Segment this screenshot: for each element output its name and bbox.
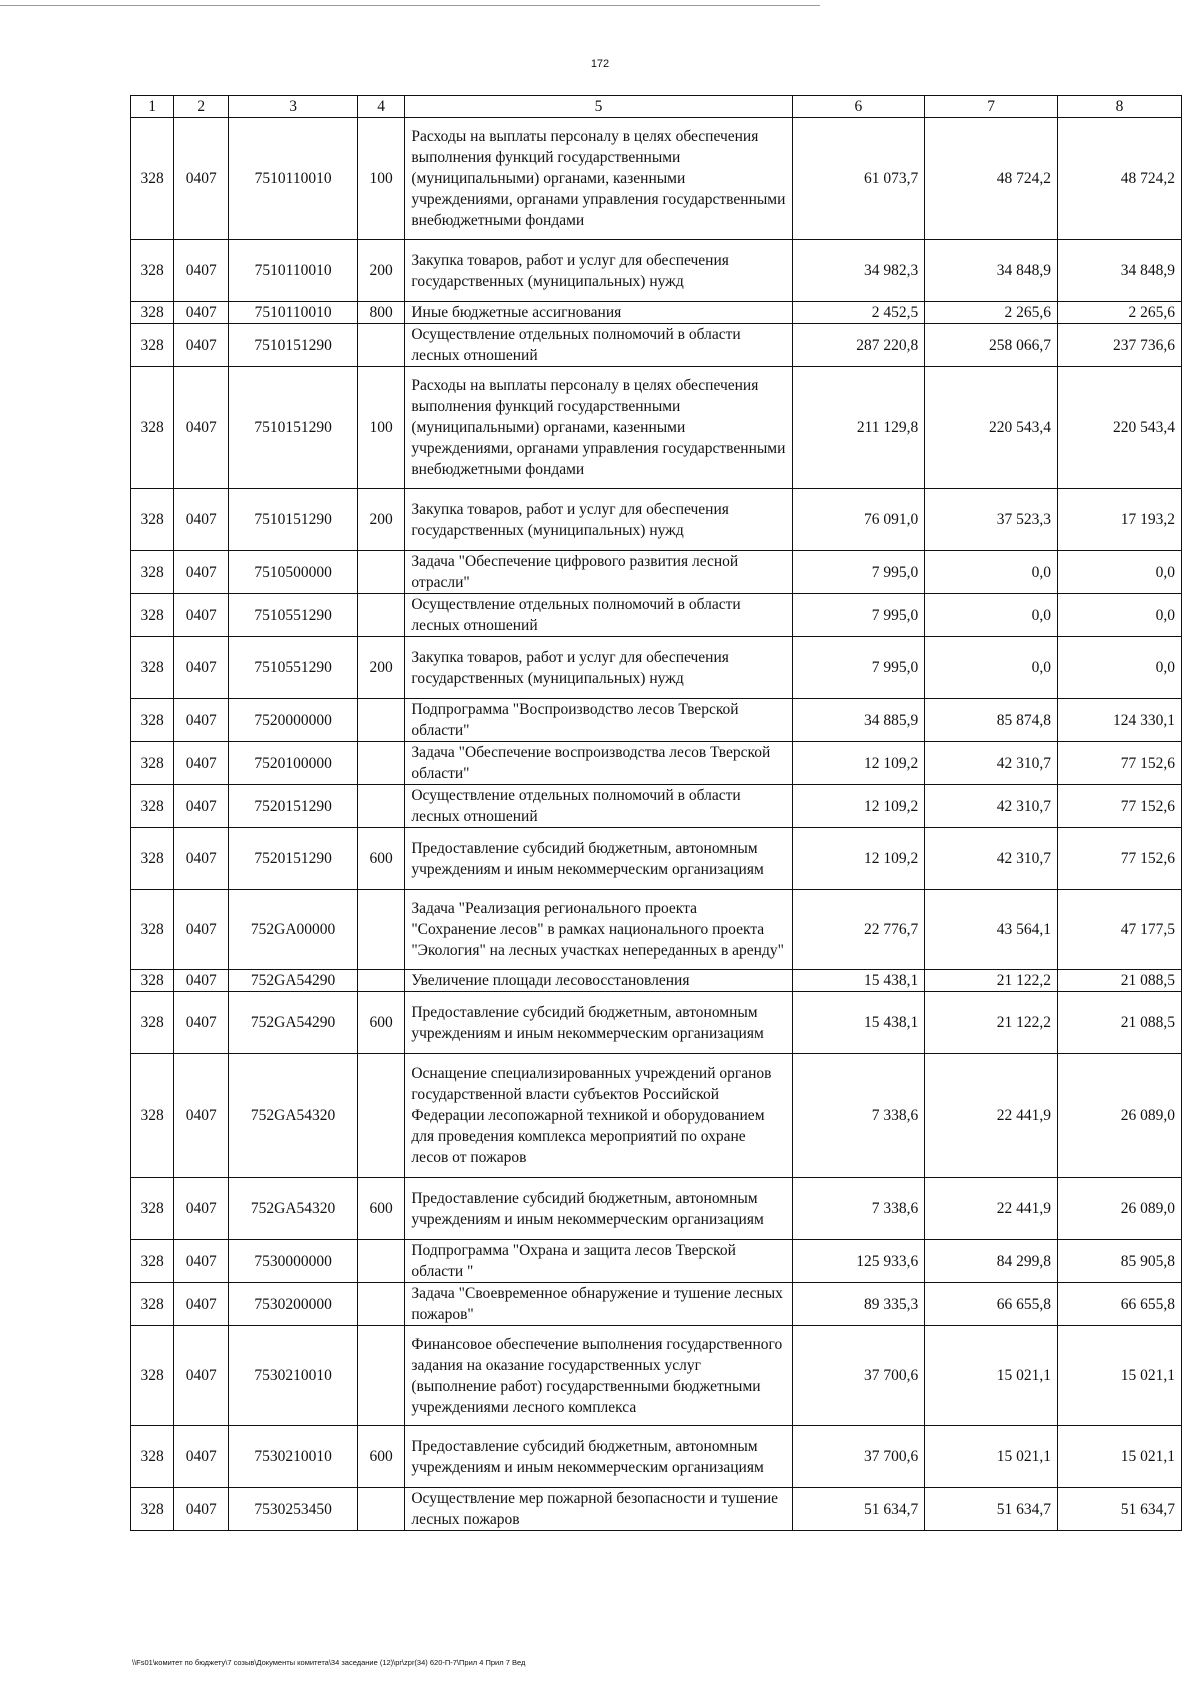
expense-type-code-cell: [357, 1240, 405, 1283]
table-row: [131, 970, 1182, 992]
expense-description-cell: Предоставление субсидий бюджетным, автономным учреждениям и иным некоммерческим организациям: [405, 1178, 792, 1240]
admin-code-cell: 328: [131, 302, 174, 324]
column-header: 6: [792, 96, 925, 118]
expense-type-code-cell: 200: [357, 489, 405, 551]
admin-code-cell: 328: [131, 367, 174, 489]
expense-type-code-cell: [357, 699, 405, 742]
amount-year-2-cell: 85 874,8: [925, 699, 1058, 742]
amount-year-3-cell: 15 021,1: [1058, 1326, 1182, 1426]
amount-year-2-cell: 42 310,7: [925, 785, 1058, 828]
expense-type-code-cell: [357, 324, 405, 367]
section-code-cell: 0407: [174, 1326, 229, 1426]
expense-type-code-cell: 800: [357, 302, 405, 324]
amount-year-2-cell: 21 122,2: [925, 992, 1058, 1054]
target-article-code-cell: 7510551290: [229, 594, 357, 637]
amount-year-2-cell: 84 299,8: [925, 1240, 1058, 1283]
expense-description-cell: Осуществление мер пожарной безопасности и тушение лесных пожаров: [405, 1488, 792, 1531]
section-code-cell: 0407: [174, 302, 229, 324]
amount-year-1-cell: 34 885,9: [792, 699, 925, 742]
target-article-code-cell: 7510110010: [229, 118, 357, 240]
amount-year-1-cell: 7 338,6: [792, 1178, 925, 1240]
section-code-cell: 0407: [174, 594, 229, 637]
amount-year-1-cell: 22 776,7: [792, 890, 925, 970]
expense-description-cell: Закупка товаров, работ и услуг для обеспечения государственных (муниципальных) нужд: [405, 637, 792, 699]
section-code-cell: 0407: [174, 785, 229, 828]
expense-description-cell: Предоставление субсидий бюджетным, автономным учреждениям и иным некоммерческим организациям: [405, 992, 792, 1054]
section-code-cell: 0407: [174, 742, 229, 785]
amount-year-2-cell: 66 655,8: [925, 1283, 1058, 1326]
page-number: 172: [590, 58, 610, 70]
amount-year-2-cell: 22 441,9: [925, 1178, 1058, 1240]
table-row: [131, 992, 1182, 1054]
target-article-code-cell: 7510551290: [229, 637, 357, 699]
table-row: [131, 1426, 1182, 1488]
amount-year-1-cell: 7 338,6: [792, 1054, 925, 1178]
admin-code-cell: 328: [131, 699, 174, 742]
amount-year-1-cell: 7 995,0: [792, 594, 925, 637]
admin-code-cell: 328: [131, 1326, 174, 1426]
target-article-code-cell: 7530210010: [229, 1426, 357, 1488]
amount-year-2-cell: 22 441,9: [925, 1054, 1058, 1178]
amount-year-3-cell: 2 265,6: [1058, 302, 1182, 324]
admin-code-cell: 328: [131, 742, 174, 785]
target-article-code-cell: 7510151290: [229, 324, 357, 367]
admin-code-cell: 328: [131, 594, 174, 637]
amount-year-3-cell: 15 021,1: [1058, 1426, 1182, 1488]
amount-year-2-cell: 0,0: [925, 551, 1058, 594]
amount-year-1-cell: 12 109,2: [792, 828, 925, 890]
amount-year-2-cell: 34 848,9: [925, 240, 1058, 302]
expense-type-code-cell: [357, 594, 405, 637]
amount-year-2-cell: 2 265,6: [925, 302, 1058, 324]
budget-table: [130, 95, 1182, 1531]
expense-description-cell: Закупка товаров, работ и услуг для обеспечения государственных (муниципальных) нужд: [405, 489, 792, 551]
amount-year-2-cell: 43 564,1: [925, 890, 1058, 970]
expense-description-cell: Расходы на выплаты персоналу в целях обеспечения выполнения функций государственными (муниципальными) органами, казенными учреждениями, органами управления государственными внебюджетными фондами: [405, 367, 792, 489]
expense-type-code-cell: [357, 970, 405, 992]
amount-year-2-cell: 42 310,7: [925, 742, 1058, 785]
table-row: [131, 890, 1182, 970]
table-row: [131, 1054, 1182, 1178]
amount-year-1-cell: 15 438,1: [792, 992, 925, 1054]
amount-year-3-cell: 220 543,4: [1058, 367, 1182, 489]
expense-type-code-cell: 100: [357, 118, 405, 240]
section-code-cell: 0407: [174, 1488, 229, 1531]
section-code-cell: 0407: [174, 489, 229, 551]
target-article-code-cell: 752GA54290: [229, 992, 357, 1054]
amount-year-2-cell: 42 310,7: [925, 828, 1058, 890]
amount-year-3-cell: 77 152,6: [1058, 828, 1182, 890]
table-row: [131, 742, 1182, 785]
table-row: [131, 302, 1182, 324]
amount-year-3-cell: 85 905,8: [1058, 1240, 1182, 1283]
target-article-code-cell: 7530253450: [229, 1488, 357, 1531]
target-article-code-cell: 7510110010: [229, 240, 357, 302]
admin-code-cell: 328: [131, 118, 174, 240]
amount-year-3-cell: 26 089,0: [1058, 1178, 1182, 1240]
section-code-cell: 0407: [174, 1240, 229, 1283]
expense-description-cell: Осуществление отдельных полномочий в области лесных отношений: [405, 785, 792, 828]
amount-year-3-cell: 77 152,6: [1058, 785, 1182, 828]
section-code-cell: 0407: [174, 240, 229, 302]
target-article-code-cell: 752GA54290: [229, 970, 357, 992]
amount-year-1-cell: 12 109,2: [792, 785, 925, 828]
admin-code-cell: 328: [131, 992, 174, 1054]
table-row: [131, 637, 1182, 699]
amount-year-3-cell: 0,0: [1058, 594, 1182, 637]
admin-code-cell: 328: [131, 1283, 174, 1326]
amount-year-3-cell: 0,0: [1058, 637, 1182, 699]
target-article-code-cell: 7510151290: [229, 367, 357, 489]
table-row: [131, 1178, 1182, 1240]
expense-type-code-cell: 200: [357, 240, 405, 302]
admin-code-cell: 328: [131, 1054, 174, 1178]
amount-year-2-cell: 15 021,1: [925, 1426, 1058, 1488]
section-code-cell: 0407: [174, 1426, 229, 1488]
expense-type-code-cell: 200: [357, 637, 405, 699]
amount-year-2-cell: 51 634,7: [925, 1488, 1058, 1531]
expense-description-cell: Задача "Обеспечение воспроизводства лесов Тверской области": [405, 742, 792, 785]
admin-code-cell: 328: [131, 240, 174, 302]
file-path-footer: \\Fs01\комитет по бюджету\7 созыв\Документы комитета\34 заседание (12)\pr\zpr(34) 620-П-7\Прил 4 Прил 7 Вед: [132, 1658, 526, 1667]
expense-description-cell: Подпрограмма "Воспроизводство лесов Тверской области": [405, 699, 792, 742]
amount-year-3-cell: 66 655,8: [1058, 1283, 1182, 1326]
column-header: 5: [405, 96, 792, 118]
amount-year-3-cell: 77 152,6: [1058, 742, 1182, 785]
table-row: [131, 1326, 1182, 1426]
section-code-cell: 0407: [174, 637, 229, 699]
amount-year-2-cell: 48 724,2: [925, 118, 1058, 240]
amount-year-1-cell: 2 452,5: [792, 302, 925, 324]
admin-code-cell: 328: [131, 890, 174, 970]
column-header: 7: [925, 96, 1058, 118]
target-article-code-cell: 752GA54320: [229, 1178, 357, 1240]
expense-description-cell: Увеличение площади лесовосстановления: [405, 970, 792, 992]
expense-description-cell: Задача "Реализация регионального проекта "Сохранение лесов" в рамках национального проекта "Экология" на лесных участках непереданных в аренду": [405, 890, 792, 970]
expense-description-cell: Расходы на выплаты персоналу в целях обеспечения выполнения функций государственными (муниципальными) органами, казенными учреждениями, органами управления государственными внебюджетными фондами: [405, 118, 792, 240]
header-row: [131, 96, 1182, 118]
amount-year-1-cell: 76 091,0: [792, 489, 925, 551]
section-code-cell: 0407: [174, 992, 229, 1054]
column-header: 3: [229, 96, 357, 118]
amount-year-1-cell: 61 073,7: [792, 118, 925, 240]
amount-year-1-cell: 211 129,8: [792, 367, 925, 489]
expense-type-code-cell: 600: [357, 828, 405, 890]
admin-code-cell: 328: [131, 637, 174, 699]
target-article-code-cell: 7510110010: [229, 302, 357, 324]
expense-type-code-cell: [357, 1283, 405, 1326]
admin-code-cell: 328: [131, 785, 174, 828]
table-row: [131, 118, 1182, 240]
admin-code-cell: 328: [131, 828, 174, 890]
column-header: 2: [174, 96, 229, 118]
amount-year-2-cell: 220 543,4: [925, 367, 1058, 489]
section-code-cell: 0407: [174, 1178, 229, 1240]
amount-year-3-cell: 21 088,5: [1058, 992, 1182, 1054]
admin-code-cell: 328: [131, 970, 174, 992]
expense-description-cell: Осуществление отдельных полномочий в области лесных отношений: [405, 324, 792, 367]
amount-year-1-cell: 15 438,1: [792, 970, 925, 992]
table-row: [131, 240, 1182, 302]
section-code-cell: 0407: [174, 699, 229, 742]
expense-description-cell: Оснащение специализированных учреждений органов государственной власти субъектов Российской Федерации лесопожарной техникой и оборудованием для проведения комплекса мероприятий по охране лесов от пожаров: [405, 1054, 792, 1178]
admin-code-cell: 328: [131, 551, 174, 594]
expense-type-code-cell: [357, 890, 405, 970]
target-article-code-cell: 752GA54320: [229, 1054, 357, 1178]
amount-year-3-cell: 237 736,6: [1058, 324, 1182, 367]
target-article-code-cell: 7520151290: [229, 828, 357, 890]
column-header: 8: [1058, 96, 1182, 118]
target-article-code-cell: 7510500000: [229, 551, 357, 594]
admin-code-cell: 328: [131, 1488, 174, 1531]
expense-type-code-cell: 100: [357, 367, 405, 489]
admin-code-cell: 328: [131, 1426, 174, 1488]
target-article-code-cell: 7530210010: [229, 1326, 357, 1426]
expense-type-code-cell: [357, 1488, 405, 1531]
admin-code-cell: 328: [131, 489, 174, 551]
table-row: [131, 785, 1182, 828]
amount-year-2-cell: 0,0: [925, 594, 1058, 637]
amount-year-3-cell: 48 724,2: [1058, 118, 1182, 240]
expense-type-code-cell: [357, 551, 405, 594]
target-article-code-cell: 7530200000: [229, 1283, 357, 1326]
admin-code-cell: 328: [131, 1178, 174, 1240]
amount-year-3-cell: 51 634,7: [1058, 1488, 1182, 1531]
expense-type-code-cell: [357, 1326, 405, 1426]
table-row: [131, 551, 1182, 594]
target-article-code-cell: 7530000000: [229, 1240, 357, 1283]
table-row: [131, 367, 1182, 489]
amount-year-2-cell: 21 122,2: [925, 970, 1058, 992]
section-code-cell: 0407: [174, 118, 229, 240]
amount-year-3-cell: 26 089,0: [1058, 1054, 1182, 1178]
amount-year-1-cell: 37 700,6: [792, 1426, 925, 1488]
table-row: [131, 324, 1182, 367]
table-row: [131, 828, 1182, 890]
amount-year-3-cell: 21 088,5: [1058, 970, 1182, 992]
admin-code-cell: 328: [131, 324, 174, 367]
section-code-cell: 0407: [174, 890, 229, 970]
expense-type-code-cell: [357, 742, 405, 785]
target-article-code-cell: 7520000000: [229, 699, 357, 742]
amount-year-1-cell: 125 933,6: [792, 1240, 925, 1283]
amount-year-1-cell: 37 700,6: [792, 1326, 925, 1426]
amount-year-2-cell: 15 021,1: [925, 1326, 1058, 1426]
target-article-code-cell: 7520100000: [229, 742, 357, 785]
amount-year-1-cell: 34 982,3: [792, 240, 925, 302]
table-row: [131, 1283, 1182, 1326]
scan-edge-line: [0, 5, 820, 6]
section-code-cell: 0407: [174, 367, 229, 489]
expense-description-cell: Осуществление отдельных полномочий в области лесных отношений: [405, 594, 792, 637]
expense-description-cell: Предоставление субсидий бюджетным, автономным учреждениям и иным некоммерческим организациям: [405, 1426, 792, 1488]
expense-type-code-cell: [357, 1054, 405, 1178]
amount-year-2-cell: 0,0: [925, 637, 1058, 699]
expense-type-code-cell: 600: [357, 1178, 405, 1240]
table-row: [131, 1488, 1182, 1531]
target-article-code-cell: 752GA00000: [229, 890, 357, 970]
section-code-cell: 0407: [174, 970, 229, 992]
table-row: [131, 1240, 1182, 1283]
amount-year-1-cell: 12 109,2: [792, 742, 925, 785]
expense-description-cell: Предоставление субсидий бюджетным, автономным учреждениям и иным некоммерческим организациям: [405, 828, 792, 890]
table-row: [131, 489, 1182, 551]
target-article-code-cell: 7510151290: [229, 489, 357, 551]
expense-description-cell: Иные бюджетные ассигнования: [405, 302, 792, 324]
column-header: 1: [131, 96, 174, 118]
section-code-cell: 0407: [174, 828, 229, 890]
expense-description-cell: Задача "Обеспечение цифрового развития лесной отрасли": [405, 551, 792, 594]
expense-type-code-cell: 600: [357, 1426, 405, 1488]
section-code-cell: 0407: [174, 324, 229, 367]
amount-year-1-cell: 7 995,0: [792, 551, 925, 594]
amount-year-3-cell: 34 848,9: [1058, 240, 1182, 302]
expense-type-code-cell: [357, 785, 405, 828]
section-code-cell: 0407: [174, 1054, 229, 1178]
expense-description-cell: Закупка товаров, работ и услуг для обеспечения государственных (муниципальных) нужд: [405, 240, 792, 302]
amount-year-3-cell: 0,0: [1058, 551, 1182, 594]
amount-year-3-cell: 124 330,1: [1058, 699, 1182, 742]
amount-year-2-cell: 258 066,7: [925, 324, 1058, 367]
expense-description-cell: Задача "Своевременное обнаружение и тушение лесных пожаров": [405, 1283, 792, 1326]
amount-year-1-cell: 7 995,0: [792, 637, 925, 699]
section-code-cell: 0407: [174, 551, 229, 594]
admin-code-cell: 328: [131, 1240, 174, 1283]
expense-type-code-cell: 600: [357, 992, 405, 1054]
expense-description-cell: Подпрограмма "Охрана и защита лесов Тверской области ": [405, 1240, 792, 1283]
amount-year-1-cell: 287 220,8: [792, 324, 925, 367]
table-row: [131, 699, 1182, 742]
amount-year-1-cell: 51 634,7: [792, 1488, 925, 1531]
amount-year-2-cell: 37 523,3: [925, 489, 1058, 551]
section-code-cell: 0407: [174, 1283, 229, 1326]
expense-description-cell: Финансовое обеспечение выполнения государственного задания на оказание государственных услуг (выполнение работ) государственными бюджетными учреждениями лесного комплекса: [405, 1326, 792, 1426]
amount-year-3-cell: 47 177,5: [1058, 890, 1182, 970]
target-article-code-cell: 7520151290: [229, 785, 357, 828]
amount-year-3-cell: 17 193,2: [1058, 489, 1182, 551]
table-row: [131, 594, 1182, 637]
amount-year-1-cell: 89 335,3: [792, 1283, 925, 1326]
column-header: 4: [357, 96, 405, 118]
